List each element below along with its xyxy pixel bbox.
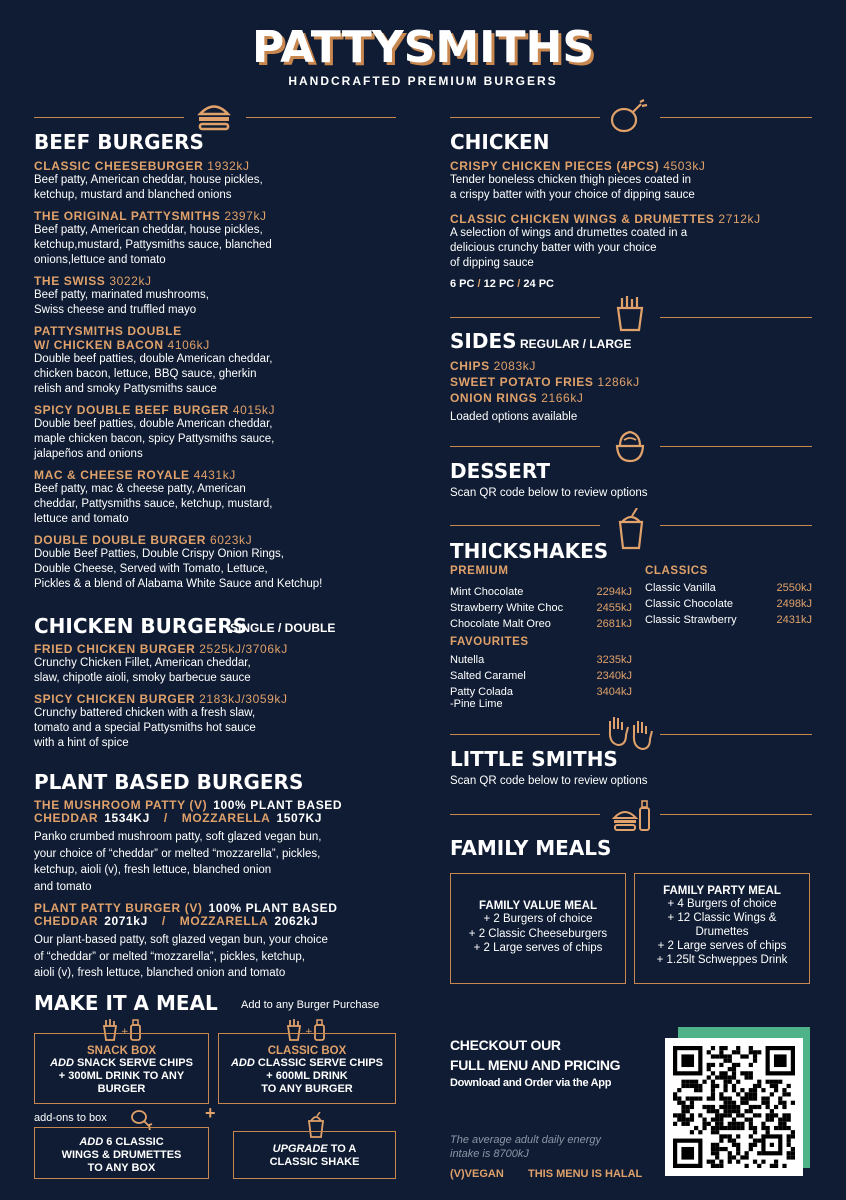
shake-name: Mint Chocolate — [450, 586, 524, 598]
section-title-dessert: DESSERT — [450, 459, 550, 483]
menu-item — [34, 799, 424, 895]
shake-item — [450, 616, 632, 632]
item-name — [34, 468, 414, 482]
family-party-lines — [635, 897, 809, 967]
brand-tagline: HANDCRAFTED PREMIUM BURGERS — [288, 74, 558, 88]
checkout-text: CHECKOUT OUR FULL MENU AND PRICING Download and Order via the App — [450, 1037, 621, 1089]
shake-addon-card — [233, 1131, 396, 1179]
section-title-chicken-burgers: CHICKEN BURGERS — [34, 614, 248, 638]
shake-energy: 2498kJ — [776, 598, 812, 610]
vegan-note: (V)VEGAN — [450, 1168, 504, 1180]
family-value-title: FAMILY VALUE MEAL — [479, 900, 597, 912]
sides-list — [450, 358, 810, 406]
menu-item — [34, 209, 414, 268]
shake-item — [450, 600, 632, 616]
item-energy-line — [34, 915, 424, 928]
item-energy: 4015kJ — [232, 403, 276, 417]
menu-item — [450, 212, 820, 271]
divider — [660, 117, 812, 118]
divider — [450, 734, 600, 735]
item-energy: 6023kJ — [209, 533, 253, 547]
dessert-note: Scan QR code below to review options — [450, 487, 648, 499]
item-title: SPICY DOUBLE BEEF BURGER — [34, 403, 229, 417]
separator: / — [161, 914, 166, 928]
menu-item — [34, 159, 414, 203]
item-description: Double Beef Patties, Double Crispy Onion Rings, Double Cheese, Served with Tomato, Lettuce, Pickles & a blend of Alabama White Sauce and Ketchup! — [34, 548, 323, 590]
item-name — [34, 692, 414, 706]
item-description: Our plant-based patty, soft glazed vegan bun, your choice of “cheddar” or melted “mozzarella”, pickles, ketchup, aioli (v), fresh lettuce, blanched onion and tomato — [34, 934, 328, 979]
snack-box-desc: ADD SNACK SERVE CHIPS + 300ML DRINK TO ANY BURGER — [50, 1057, 193, 1095]
item-description: Beef patty, mac & cheese patty, American cheddar, Pattysmiths sauce, ketchup, mustard, lettuce and tomato — [34, 483, 273, 525]
shake-energy: 2455kJ — [596, 602, 632, 614]
item-description: Crunchy Chicken Fillet, American cheddar, slaw, chipotle aioli, smoky barbecue sauce — [34, 657, 251, 684]
item-title: SPICY CHICKEN BURGER — [34, 692, 196, 706]
classics-list — [645, 580, 812, 628]
item-title: PATTYSMITHS DOUBLE W/ CHICKEN BACON — [34, 324, 182, 352]
menu-item — [34, 274, 414, 318]
little-smiths-note: Scan QR code below to review options — [450, 775, 648, 787]
premium-label: PREMIUM — [450, 565, 509, 577]
shake-energy: 2431kJ — [776, 614, 812, 626]
item-energy: 4431kJ — [193, 468, 236, 482]
family-line: + 2 Burgers of choice — [483, 913, 593, 925]
family-line: + 1.25lt Schweppes Drink — [656, 954, 788, 966]
item-description: Beef patty, American cheddar, house pickles, ketchup,mustard, Pattysmiths sauce, blanched onions,lettuce and tomato — [34, 224, 272, 266]
menu-item — [450, 159, 820, 203]
shake-name: Chocolate Malt Oreo — [450, 618, 551, 630]
mozzarella-energy: 1507KJ — [276, 811, 323, 825]
halal-note: THIS MENU IS HALAL — [528, 1168, 643, 1180]
item-name — [34, 159, 414, 173]
sundae-icon — [614, 426, 646, 464]
burger-icon — [196, 101, 232, 133]
sides-note: Loaded options available — [450, 411, 578, 423]
side-item — [450, 374, 810, 390]
item-description: Beef patty, marinated mushrooms, Swiss cheese and truffled mayo — [34, 289, 209, 316]
shake-name: Classic Chocolate — [645, 598, 734, 610]
divider — [246, 117, 396, 118]
shake-item — [450, 684, 632, 710]
side-energy: 1286kJ — [597, 375, 640, 389]
item-title: CLASSIC CHEESEBURGER — [34, 159, 204, 173]
classics-label: CLASSICS — [645, 565, 708, 577]
item-energy: 2712kJ — [718, 212, 761, 226]
premium-list — [450, 584, 632, 632]
item-description: Double beef patties, double American cheddar, maple chicken bacon, spicy Pattysmiths sauce, jalapeños and onions — [34, 418, 275, 460]
addons-label: add-ons to box — [34, 1112, 107, 1124]
svg-text:+: + — [121, 1027, 129, 1037]
chicken-burgers-size-label: SINGLE / DOUBLE — [230, 621, 336, 635]
menu-item — [34, 902, 424, 982]
cheddar-energy: 1534KJ — [104, 811, 150, 825]
divider — [660, 734, 812, 735]
item-name — [450, 159, 820, 173]
item-description: Double beef patties, double American cheddar, chicken bacon, lettuce, BBQ sauce, gherkin relish and smoky Pattysmiths sauce — [34, 353, 273, 395]
sides-size-label: REGULAR / LARGE — [520, 337, 632, 351]
item-description: Tender boneless chicken thigh pieces coated in a crispy batter with your choice of dipping sauce — [450, 174, 695, 201]
menu-item — [34, 403, 414, 462]
chicken-list — [450, 159, 820, 280]
brand-logo: PATTYSMITHS — [251, 22, 595, 73]
separator: / — [163, 811, 168, 825]
side-name: CHIPS — [450, 359, 490, 373]
snack-box-title: SNACK BOX — [86, 1045, 156, 1057]
side-energy: 2166kJ — [541, 391, 584, 405]
side-name: ONION RINGS — [450, 391, 538, 405]
side-name: SWEET POTATO FRIES — [450, 375, 594, 389]
divider — [450, 446, 600, 447]
menu-item — [34, 642, 414, 686]
family-value-lines — [451, 912, 625, 956]
mozzarella-energy: 2062kJ — [274, 914, 319, 928]
shake-item — [645, 580, 812, 596]
family-value-card — [450, 873, 626, 984]
divider — [34, 117, 184, 118]
family-line: + 2 Classic Cheeseburgers — [468, 927, 608, 940]
item-title: THE ORIGINAL PATTYSMITHS — [34, 209, 221, 223]
cheddar-label: CHEDDAR — [34, 811, 99, 825]
cheddar-energy: 2071kJ — [104, 914, 148, 928]
shake-energy: 2681kJ — [596, 618, 632, 630]
snack-box-card — [34, 1033, 209, 1104]
favourites-list — [450, 652, 632, 710]
classic-box-card — [218, 1033, 396, 1104]
menu-item — [34, 692, 414, 751]
section-title-plant: PLANT BASED BURGERS — [34, 770, 304, 794]
section-title-family-meals: FAMILY MEALS — [450, 836, 612, 860]
shake-addon-desc: UPGRADE TO A CLASSIC SHAKE — [269, 1143, 360, 1168]
item-title: FRIED CHICKEN BURGER — [34, 642, 196, 656]
plant-badge: 100% PLANT BASED — [213, 798, 343, 812]
item-name — [450, 212, 820, 226]
shake-energy: 2294kJ — [596, 586, 632, 598]
item-energy: 1932kJ — [207, 159, 250, 173]
item-title: CLASSIC CHICKEN WINGS & DRUMETTES — [450, 212, 715, 226]
item-name — [34, 403, 414, 417]
drumstick-icon — [609, 98, 649, 136]
item-name — [34, 209, 414, 223]
item-title: MAC & CHEESE ROYALE — [34, 468, 190, 482]
shake-energy: 2340kJ — [596, 670, 632, 682]
item-name — [34, 324, 414, 352]
meal-note: Add to any Burger Purchase — [241, 999, 380, 1011]
shake-name: Nutella — [450, 654, 485, 666]
shake-name: Patty Colada -Pine Lime — [450, 686, 513, 710]
section-title-sides: SIDES — [450, 329, 517, 353]
family-line: + 2 Large serves of chips — [473, 942, 603, 954]
item-energy: 2525kJ/3706kJ — [199, 642, 288, 656]
shake-name: Strawberry White Choc — [450, 602, 564, 614]
shake-item — [450, 652, 632, 668]
divider — [450, 525, 600, 526]
item-name — [34, 642, 414, 656]
family-line: + 2 Large serves of chips — [657, 940, 787, 952]
item-title: DOUBLE DOUBLE BURGER — [34, 533, 207, 547]
item-energy: 4106kJ — [167, 338, 210, 352]
menu-item — [34, 468, 414, 527]
shake-cup-icon — [617, 508, 645, 550]
classic-box-desc: ADD CLASSIC SERVE CHIPS + 600ML DRINK TO ANY BURGER — [230, 1057, 383, 1095]
menu-item — [34, 533, 414, 592]
item-name — [34, 274, 414, 288]
family-line: Drumettes — [695, 926, 749, 938]
divider — [660, 814, 812, 815]
menu-item — [34, 324, 414, 397]
family-party-title: FAMILY PARTY MEAL — [663, 885, 781, 897]
section-title-little-smiths: LITTLE SMITHS — [450, 747, 618, 771]
plant-list — [34, 799, 424, 989]
divider — [660, 446, 812, 447]
shake-name: Salted Caramel — [450, 670, 526, 682]
section-title-meal: MAKE IT A MEAL — [34, 991, 218, 1015]
shake-item — [645, 612, 812, 628]
item-description: A selection of wings and drumettes coated in a delicious crunchy batter with your choice of dipping sauce — [450, 227, 688, 269]
item-description: Panko crumbed mushroom patty, soft glazed vegan bun, your choice of “cheddar” or melted “mozzarella”, pickles, ketchup, aioli (v), fresh lettuce, blanched onion and tomato — [34, 831, 322, 893]
shake-energy: 3235kJ — [596, 654, 632, 666]
family-line: + 12 Classic Wings & — [667, 912, 777, 924]
shake-name: Classic Vanilla — [645, 582, 716, 594]
item-title: PLANT PATTY BURGER (V) — [34, 901, 203, 915]
energy-note: The average adult daily energy intake is 8700kJ — [450, 1134, 602, 1160]
chicken-burgers-list — [34, 642, 414, 757]
family-party-card — [634, 873, 810, 984]
item-description: Beef patty, American cheddar, house pickles, ketchup, mustard and blanched onions — [34, 174, 263, 201]
item-name — [34, 533, 414, 547]
section-title-beef: BEEF BURGERS — [34, 130, 204, 154]
plus-sign: + — [205, 1103, 216, 1123]
svg-text:+: + — [305, 1027, 313, 1037]
shake-item — [450, 668, 632, 684]
wings-addon-card — [34, 1127, 209, 1179]
favourites-label: FAVOURITES — [450, 636, 529, 648]
wings-addon-desc: ADD 6 CLASSIC WINGS & DRUMETTES TO ANY BOX — [61, 1136, 182, 1174]
item-energy: 2183kJ/3059kJ — [199, 692, 288, 706]
shake-energy: 2550kJ — [776, 582, 812, 594]
hands-icon — [606, 713, 654, 751]
burger-bottle-icon — [612, 798, 652, 834]
item-title: THE SWISS — [34, 274, 106, 288]
plant-badge: 100% PLANT BASED — [208, 901, 338, 915]
section-title-thickshakes: THICKSHAKES — [450, 539, 609, 563]
divider — [660, 317, 812, 318]
item-title: THE MUSHROOM PATTY (V) — [34, 798, 208, 812]
item-description: Crunchy battered chicken with a fresh slaw, tomato and a special Pattysmiths hot sauce with a hint of spice — [34, 707, 256, 749]
mozzarella-label: MOZZARELLA — [179, 914, 269, 928]
divider — [450, 117, 600, 118]
fries-icon — [614, 294, 646, 332]
shake-item — [645, 596, 812, 612]
side-energy: 2083kJ — [493, 359, 536, 373]
family-line: + 4 Burgers of choice — [667, 898, 777, 910]
side-item — [450, 358, 810, 374]
shake-energy: 3404kJ — [596, 686, 632, 698]
item-energy: 4503kJ — [663, 159, 706, 173]
shake-item — [450, 584, 632, 600]
beef-list — [34, 159, 414, 598]
wing-sizes: 6 PC / 12 PC / 24 PC — [450, 278, 554, 290]
shake-name: Classic Strawberry — [645, 614, 737, 626]
side-item — [450, 390, 810, 406]
divider — [660, 525, 812, 526]
qr-code[interactable] — [665, 1038, 803, 1176]
section-title-chicken: CHICKEN — [450, 130, 550, 154]
item-title: CRISPY CHICKEN PIECES (4PCS) — [450, 159, 660, 173]
divider — [450, 814, 600, 815]
divider — [450, 317, 600, 318]
item-energy: 2397kJ — [224, 209, 267, 223]
item-energy: 3022kJ — [109, 274, 152, 288]
cheddar-label: CHEDDAR — [34, 914, 99, 928]
mozzarella-label: MOZZARELLA — [181, 811, 271, 825]
item-energy-line — [34, 812, 424, 825]
classic-box-title: CLASSIC BOX — [267, 1045, 347, 1057]
